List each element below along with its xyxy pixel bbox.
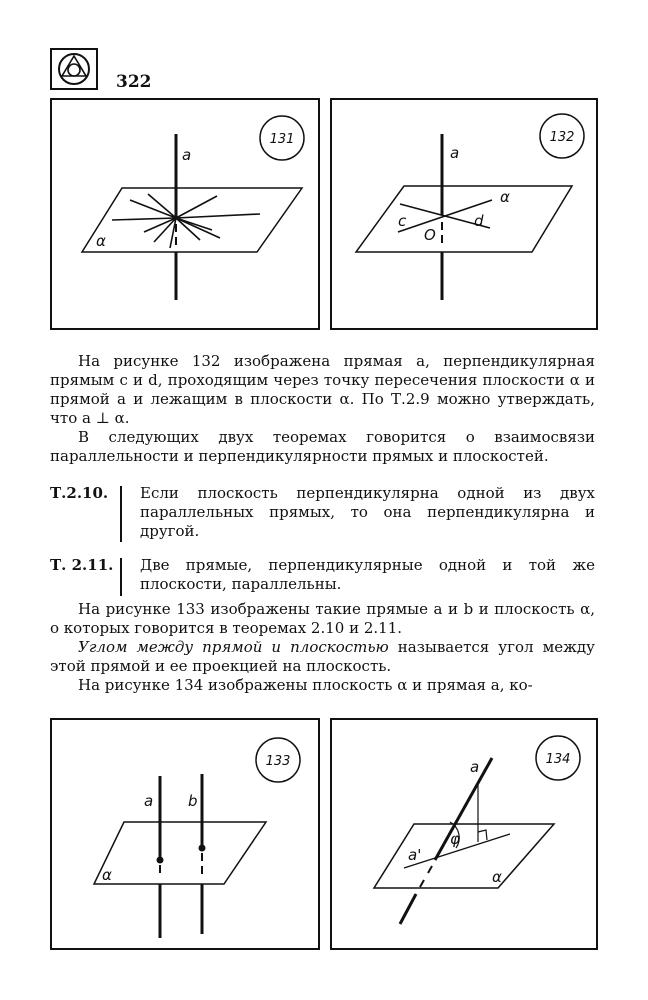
defined-term: Углом между прямой и плоскостью [78,638,389,656]
paragraph-block-1 [50,352,595,466]
page-number: 322 [116,72,152,92]
label-line-c: c [398,212,407,230]
label-plane-alpha: α [102,866,112,884]
theorem-label: Т.2.10. [50,484,109,502]
theorem-2-11 [50,556,595,596]
figure-number: 133 [265,754,291,769]
theorem-text: Если плоскость перпендикулярна одной из двух параллельных прямых, то она перпендикулярна и другой. [140,484,595,540]
label-point-o: O [424,226,436,244]
label-line-a: a [470,758,480,776]
paragraph-block-2 [50,600,595,695]
label-line-d: d [474,212,484,230]
paragraph-fig132: На рисунке 132 изображена прямая a, перпендикулярная прямым c и d, проходящим через точку пересечения плоскости α и прямой a и лежащим в плоскости α. По Т.2.9 можно утверждать, что a ⊥ α. [50,352,595,427]
label-projection-a-prime: a' [408,846,422,864]
theorem-text: Две прямые, перпендикулярные одной и той же плоскости, параллельны. [140,556,595,593]
figure-133 [50,718,320,950]
theorem-divider [120,486,122,542]
figure-134 [330,718,598,950]
label-line-a: a [450,144,460,162]
label-line-b: b [188,792,198,810]
theorem-2-10 [50,484,595,542]
figure-132 [330,98,598,330]
label-line-a: a [144,792,154,810]
figure-number: 134 [545,752,571,767]
figure-131 [50,98,320,330]
theorem-label: Т. 2.11. [50,556,114,574]
label-plane-alpha: α [500,188,510,206]
label-angle-phi: φ [450,830,460,848]
label-plane-alpha: α [492,868,502,886]
paragraph-fig134: На рисунке 134 изображены плоскость α и прямая a, ко- [78,676,533,694]
figure-number: 132 [549,130,575,145]
paragraph-fig133: На рисунке 133 изображены такие прямые a и b и плоскость α, о которых говорится в теоремах 2.10 и 2.11. [50,600,595,637]
book-logo-icon [50,48,98,90]
paragraph-definition [50,638,595,676]
definition-text: называется угол между этой прямой и ее проекцией на плоскость. [50,638,595,675]
label-line-a: a [182,146,192,164]
paragraph-intro-theorems: В следующих двух теоремах говорится о взаимосвязи параллельности и перпендикулярности прямых и плоскостей. [50,428,595,465]
theorem-divider [120,558,122,596]
label-plane-alpha: α [96,232,106,250]
figure-number: 131 [269,132,295,147]
